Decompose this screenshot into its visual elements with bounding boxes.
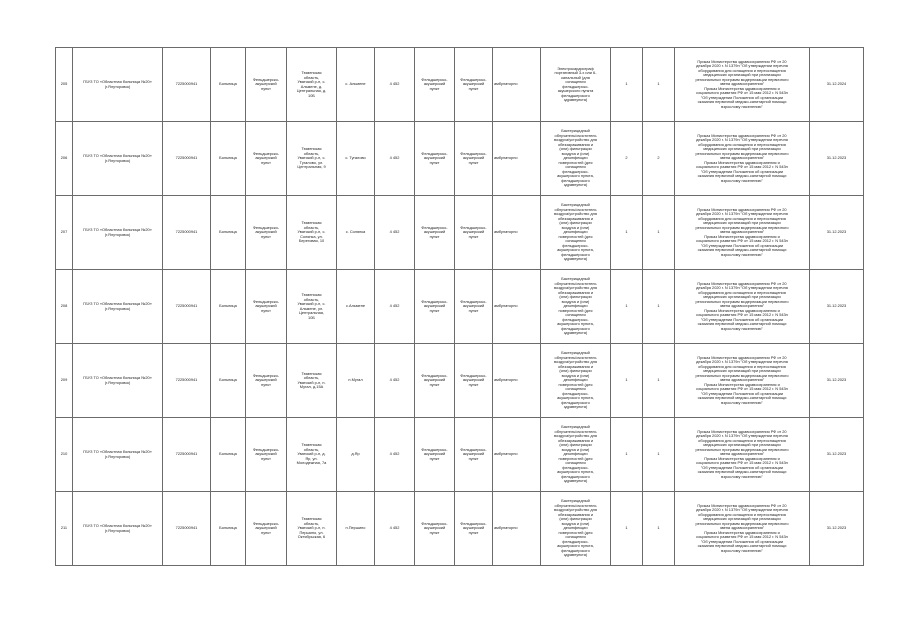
quantity-plan: 1 xyxy=(611,418,643,492)
deadline-date: 31.12.2023 xyxy=(810,344,864,418)
locality: п.Першино xyxy=(337,492,375,566)
row-number: 211 xyxy=(56,492,73,566)
quantity-plan: 2 xyxy=(611,122,643,196)
address: Тюменская область, Уватский р-н, д. Яр, ул. Молодежная, 7а xyxy=(287,418,337,492)
population: 4 452 xyxy=(375,418,415,492)
table-row xyxy=(56,344,864,418)
address: Тюменская область, Уватский р-н, с. Тугалово, ул. Центральная, 9 xyxy=(287,122,337,196)
organization-name: ГБУЗ ТО «Областная больница №20» (г.Ялуторовск) xyxy=(73,418,163,492)
regulatory-basis: Приказ Министерства здравоохранения РФ от 20 декабря 2020 г. N 1379н "Об утверждении перечня оборудования для оснащения и переоснащения медицинских организаций при реализации региональных программ модернизации первичного звена здравоохранения" Приказ Министерства здравоохранения и социального развития РФ от 15 мая 2012 г. N 543н "Об утверждении Положения об организации оказания первичной медико-санитарной помощи взрослому населению" xyxy=(675,196,810,270)
inn: 7225000941 xyxy=(163,418,211,492)
organization-type: Больница xyxy=(211,270,246,344)
address: Тюменская область, Уватский р-н, с. Альмене, д. Центральная, д. 10Б xyxy=(287,48,337,122)
deadline-date: 31.12.2023 xyxy=(810,196,864,270)
regulatory-basis: Приказ Министерства здравоохранения РФ от 20 декабря 2020 г. N 1379н "Об утверждении перечня оборудования для оснащения и переоснащения медицинских организаций при реализации региональных программ модернизации первичного звена здравоохранения" Приказ Министерства здравоохранения и социального развития РФ от 15 мая 2012 г. N 543н "Об утверждении Положения об организации оказания первичной медико-санитарной помощи взрослому населению" xyxy=(675,492,810,566)
population: 4 452 xyxy=(375,270,415,344)
regulatory-basis: Приказ Министерства здравоохранения РФ от 20 декабря 2020 г. N 1379н "Об утверждении перечня оборудования для оснащения и переоснащения медицинских организаций при реализации региональных программ модернизации первичного звена здравоохранения" Приказ Министерства здравоохранения и социального развития РФ от 15 мая 2012 г. N 543н "Об утверждении Положения об организации оказания первичной медико-санитарной помощи взрослому населению" xyxy=(675,122,810,196)
unit-subdivision: Фельдшерско- акушерский пункт xyxy=(455,270,493,344)
care-conditions: амбулаторно xyxy=(493,418,541,492)
quantity-fact: 1 xyxy=(643,48,675,122)
unit-name: Фельдшерско- акушерский пункт xyxy=(415,270,455,344)
inn: 7225000941 xyxy=(163,270,211,344)
inn: 7225000941 xyxy=(163,122,211,196)
row-number: 208 xyxy=(56,270,73,344)
regulatory-basis: Приказ Министерства здравоохранения РФ от 20 декабря 2020 г. N 1379н "Об утверждении перечня оборудования для оснащения и переоснащения медицинских организаций при реализации региональных программ модернизации первичного звена здравоохранения" Приказ Министерства здравоохранения и социального развития РФ от 15 мая 2012 г. N 543н "Об утверждении Положения об организации оказания первичной медико-санитарной помощи взрослому населению" xyxy=(675,48,810,122)
care-conditions: амбулаторно xyxy=(493,492,541,566)
unit-name: Фельдшерско- акушерский пункт xyxy=(415,492,455,566)
quantity-plan: 1 xyxy=(611,344,643,418)
organization-type: Больница xyxy=(211,418,246,492)
care-conditions: амбулаторно xyxy=(493,196,541,270)
organization-type: Больница xyxy=(211,196,246,270)
row-number: 210 xyxy=(56,418,73,492)
quantity-fact: 1 xyxy=(643,270,675,344)
unit-subdivision: Фельдшерско- акушерский пункт xyxy=(455,122,493,196)
row-number: 206 xyxy=(56,122,73,196)
unit-type: Фельдшерско- акушерский пункт xyxy=(246,48,287,122)
organization-name: ГБУЗ ТО «Областная больница №20» (г.Ялуторовск) xyxy=(73,492,163,566)
deadline-date: 31.12.2024 xyxy=(810,48,864,122)
organization-name: ГБУЗ ТО «Областная больница №20» (г.Ялуторовск) xyxy=(73,344,163,418)
quantity-fact: 1 xyxy=(643,196,675,270)
row-number: 207 xyxy=(56,196,73,270)
quantity-fact: 1 xyxy=(643,344,675,418)
population: 4 452 xyxy=(375,492,415,566)
deadline-date: 31.12.2023 xyxy=(810,492,864,566)
care-conditions: амбулаторно xyxy=(493,48,541,122)
unit-subdivision: Фельдшерско- акушерский пункт xyxy=(455,418,493,492)
unit-subdivision: Фельдшерско- акушерский пункт xyxy=(455,196,493,270)
regulatory-basis: Приказ Министерства здравоохранения РФ от 20 декабря 2020 г. N 1379н "Об утверждении перечня оборудования для оснащения и переоснащения медицинских организаций при реализации региональных программ модернизации первичного звена здравоохранения" Приказ Министерства здравоохранения и социального развития РФ от 15 мая 2012 г. N 543н "Об утверждении Положения об организации оказания первичной медико-санитарной помощи взрослому населению" xyxy=(675,418,810,492)
locality: п.Мугал xyxy=(337,344,375,418)
unit-type: Фельдшерско- акушерский пункт xyxy=(246,492,287,566)
organization-type: Больница xyxy=(211,122,246,196)
inn: 7225000941 xyxy=(163,48,211,122)
locality: с. Солянка xyxy=(337,196,375,270)
locality: с. Альмене xyxy=(337,48,375,122)
address: Тюменская область, Уватский р-н, п. Першино, ул. Октябрьская, 6 xyxy=(287,492,337,566)
table-row xyxy=(56,196,864,270)
locality: с.Альмене xyxy=(337,270,375,344)
unit-name: Фельдшерско- акушерский пункт xyxy=(415,48,455,122)
equipment-name: Бактерицидный облучатель/очиститель воздуха/устройство для обеззараживания и (или) фильтрации воздуха и (или) дезинфекции поверхностей (для оснащения фельдшерско- акушерского пункта, фельдшерского здравпункта) xyxy=(541,270,611,344)
organization-name: ГБУЗ ТО «Областная больница №20» (г.Ялуторовск) xyxy=(73,196,163,270)
locality: с. Тугалово xyxy=(337,122,375,196)
organization-name: ГБУЗ ТО «Областная больница №20» (г.Ялуторовск) xyxy=(73,122,163,196)
unit-name: Фельдшерско- акушерский пункт xyxy=(415,122,455,196)
regulatory-basis: Приказ Министерства здравоохранения РФ от 20 декабря 2020 г. N 1379н "Об утверждении перечня оборудования для оснащения и переоснащения медицинских организаций при реализации региональных программ модернизации первичного звена здравоохранения" Приказ Министерства здравоохранения и социального развития РФ от 15 мая 2012 г. N 543н "Об утверждении Положения об организации оказания первичной медико-санитарной помощи взрослому населению" xyxy=(675,270,810,344)
deadline-date: 31.12.2023 xyxy=(810,418,864,492)
care-conditions: амбулаторно xyxy=(493,344,541,418)
table-row xyxy=(56,418,864,492)
unit-type: Фельдшерско- акушерский пункт xyxy=(246,122,287,196)
table-row xyxy=(56,48,864,122)
table-row xyxy=(56,492,864,566)
unit-type: Фельдшерско- акушерский пункт xyxy=(246,344,287,418)
quantity-plan: 1 xyxy=(611,196,643,270)
organization-type: Больница xyxy=(211,344,246,418)
equipment-name: Бактерицидный облучатель/очиститель воздуха/устройство для обеззараживания и (или) фильтрации воздуха и (или) дезинфекции поверхностей (для оснащения фельдшерско- акушерского пункта, фельдшерского здравпункта) xyxy=(541,196,611,270)
unit-subdivision: Фельдшерско- акушерский пункт xyxy=(455,344,493,418)
table-row xyxy=(56,122,864,196)
address: Тюменская область, Уватский р-н, п. Мугал, д.15А xyxy=(287,344,337,418)
equipment-name: Бактерицидный облучатель/очиститель воздуха/устройство для обеззараживания и (или) фильтрации воздуха и (или) дезинфекции поверхностей (для оснащения фельдшерско- акушерского пункта, фельдшерского здравпункта) xyxy=(541,122,611,196)
deadline-date: 31.12.2023 xyxy=(810,122,864,196)
unit-type: Фельдшерско- акушерский пункт xyxy=(246,418,287,492)
quantity-plan: 1 xyxy=(611,270,643,344)
population: 4 452 xyxy=(375,196,415,270)
regulatory-basis: Приказ Министерства здравоохранения РФ от 20 декабря 2020 г. N 1379н "Об утверждении перечня оборудования для оснащения и переоснащения медицинских организаций при реализации региональных программ модернизации первичного звена здравоохранения" Приказ Министерства здравоохранения и социального развития РФ от 15 мая 2012 г. N 543н "Об утверждении Положения об организации оказания первичной медико-санитарной помощи взрослому населению" xyxy=(675,344,810,418)
inn: 7225000941 xyxy=(163,196,211,270)
document-page xyxy=(55,47,863,566)
inn: 7225000941 xyxy=(163,492,211,566)
address: Тюменская область, Уватский р-н, с. Солянка, ул. Береговая, 10 xyxy=(287,196,337,270)
quantity-fact: 1 xyxy=(643,418,675,492)
organization-name: ГБУЗ ТО «Областная больница №20» (г.Ялуторовск) xyxy=(73,48,163,122)
unit-type: Фельдшерско- акушерский пункт xyxy=(246,270,287,344)
row-number: 209 xyxy=(56,344,73,418)
locality: д.Яр xyxy=(337,418,375,492)
equipment-name: Электрокардиограф портативный 3-х или 6- канальный (для оснащения фельдшерско- акушерского пункта фельдшерского здравпункта) xyxy=(541,48,611,122)
population: 4 452 xyxy=(375,48,415,122)
population: 4 452 xyxy=(375,344,415,418)
table-row xyxy=(56,270,864,344)
inn: 7225000941 xyxy=(163,344,211,418)
quantity-fact: 1 xyxy=(643,492,675,566)
equipment-name: Бактерицидный облучатель/очиститель воздуха/устройство для обеззараживания и (или) фильтрации воздуха и (или) дезинфекции поверхностей (для оснащения фельдшерско- акушерского пункта, фельдшерского здравпункта) xyxy=(541,492,611,566)
care-conditions: амбулаторно xyxy=(493,122,541,196)
row-number: 205 xyxy=(56,48,73,122)
equipment-table xyxy=(55,47,864,566)
unit-type: Фельдшерско- акушерский пункт xyxy=(246,196,287,270)
unit-name: Фельдшерско- акушерский пункт xyxy=(415,344,455,418)
unit-name: Фельдшерско- акушерский пункт xyxy=(415,418,455,492)
unit-subdivision: Фельдшерско- акушерский пункт xyxy=(455,48,493,122)
organization-type: Больница xyxy=(211,492,246,566)
equipment-name: Бактерицидный облучатель/очиститель воздуха/устройство для обеззараживания и (или) фильтрации воздуха и (или) дезинфекции поверхностей (для оснащения фельдшерско- акушерского пункта, фельдшерского здравпункта) xyxy=(541,418,611,492)
care-conditions: амбулаторно xyxy=(493,270,541,344)
population: 4 452 xyxy=(375,122,415,196)
quantity-plan: 1 xyxy=(611,492,643,566)
equipment-name: Бактерицидный облучатель/очиститель воздуха/устройство для обеззараживания и (или) фильтрации воздуха и (или) дезинфекции поверхностей (для оснащения фельдшерско- акушерского пункта, фельдшерского здравпункта) xyxy=(541,344,611,418)
quantity-fact: 2 xyxy=(643,122,675,196)
unit-name: Фельдшерско- акушерский пункт xyxy=(415,196,455,270)
organization-type: Больница xyxy=(211,48,246,122)
deadline-date: 31.12.2023 xyxy=(810,270,864,344)
organization-name: ГБУЗ ТО «Областная больница №20» (г.Ялуторовск) xyxy=(73,270,163,344)
address: Тюменская область, Уватский р-н, с. Альмене, ул. Центральная, 10Б xyxy=(287,270,337,344)
unit-subdivision: Фельдшерско- акушерский пункт xyxy=(455,492,493,566)
quantity-plan: 1 xyxy=(611,48,643,122)
